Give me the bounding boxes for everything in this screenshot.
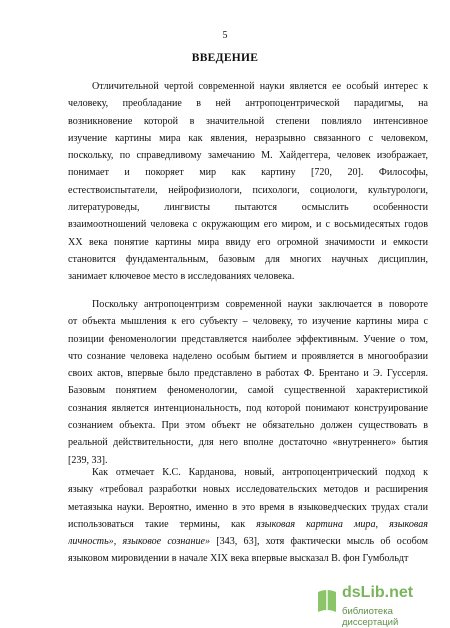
text-line: от объекта мышления к его субъекту – человеку, то изучение картины мира с xyxy=(68,316,428,328)
paragraph-3 xyxy=(68,464,428,568)
watermark-brand: dsLib.net xyxy=(342,584,414,601)
text-line: Как отмечает К.С. Карданова, новый, антропоцентрический подход к xyxy=(92,467,428,478)
paragraph-1 xyxy=(68,78,428,286)
book-logo-icon xyxy=(316,588,338,614)
watermark-subtitle: библиотека диссертаций xyxy=(342,606,399,628)
text-line: становится фундаментальным, базовым для многих научных дисциплин, xyxy=(68,253,428,265)
text-line: метаязыка науки. Вероятно, именно в это время в языковедческих трудах стали xyxy=(68,501,428,513)
text-line: сознания является интенциональность, под которой понимают конструирование xyxy=(68,402,428,414)
text-line: литературоведы, лингвисты пытаются осмыслить особенности xyxy=(68,202,428,214)
text-line: естествоиспытатели, нейрофизиологи, психологи, социологи, культурологи, xyxy=(68,184,428,196)
text-segment: [343, 63], хотя фактически мысль об особом xyxy=(210,536,428,548)
italic-term: личность», языковое сознание» xyxy=(68,536,211,548)
watermark xyxy=(312,582,442,628)
text-line: языковом мировидении в начале XIX века впервые высказал В. фон Гумбольдт xyxy=(68,553,409,565)
text-line: Поскольку антропоцентризм современной науки заключается в повороте xyxy=(92,299,428,310)
text-line: Базовым понятием феноменологии, самой существенной характеристикой xyxy=(68,385,428,397)
paragraph-2 xyxy=(68,296,428,469)
section-heading: ВВЕДЕНИЕ xyxy=(191,52,259,64)
text-segment: использоваться такие термины, как xyxy=(68,518,257,530)
page-number: 5 xyxy=(222,30,228,41)
text-line: занимает ключевое место в исследованиях человека. xyxy=(68,271,295,283)
text-line: понимает и покоряет мир как картину [720, 20]. Философы, xyxy=(68,167,428,179)
text-line xyxy=(68,516,428,533)
text-line: своих актов, впервые было представлено в работах Ф. Брентано и Э. Гуссерля. xyxy=(68,368,428,380)
italic-term: языковая картина мира, языковая xyxy=(256,518,428,530)
text-line: возникновение которой в значительной степени повлияло интенсивное xyxy=(68,115,428,127)
text-line: XX века понятие картины мира ввиду его огромной значимости и емкости xyxy=(68,236,428,248)
text-line: [239, 33]. xyxy=(68,454,108,466)
text-line: сознанием объекта. При этом объект не обязательно должен существовать в xyxy=(68,420,428,432)
text-line: языку «требовал разработки новых исследовательских методов и расширения xyxy=(68,484,428,496)
text-line: человеку, преобладание в ней антропоцентрической парадигмы, на xyxy=(68,98,428,110)
text-line xyxy=(68,533,428,550)
text-line: реальной действительности, для него вполне достаточно «внутреннего» бытия xyxy=(68,437,428,449)
text-line: что сознание человека наделено особым бытием и проявляется в многообразии xyxy=(68,350,428,362)
text-line: Отличительной чертой современной науки является ее особый интерес к xyxy=(92,81,428,92)
text-line: поскольку, по справедливому замечанию М. Хайдеггера, человек изображает, xyxy=(68,150,428,162)
text-line: позиции феноменологии представляется наиболее эффективным. Учение о том, xyxy=(68,333,428,345)
text-line: изучение картины мира как явления, неразрывно связанного с человеком, xyxy=(68,132,428,144)
text-line: взаимоотношений человека с окружающим его миром, и с восьмидесятых годов xyxy=(68,219,428,231)
